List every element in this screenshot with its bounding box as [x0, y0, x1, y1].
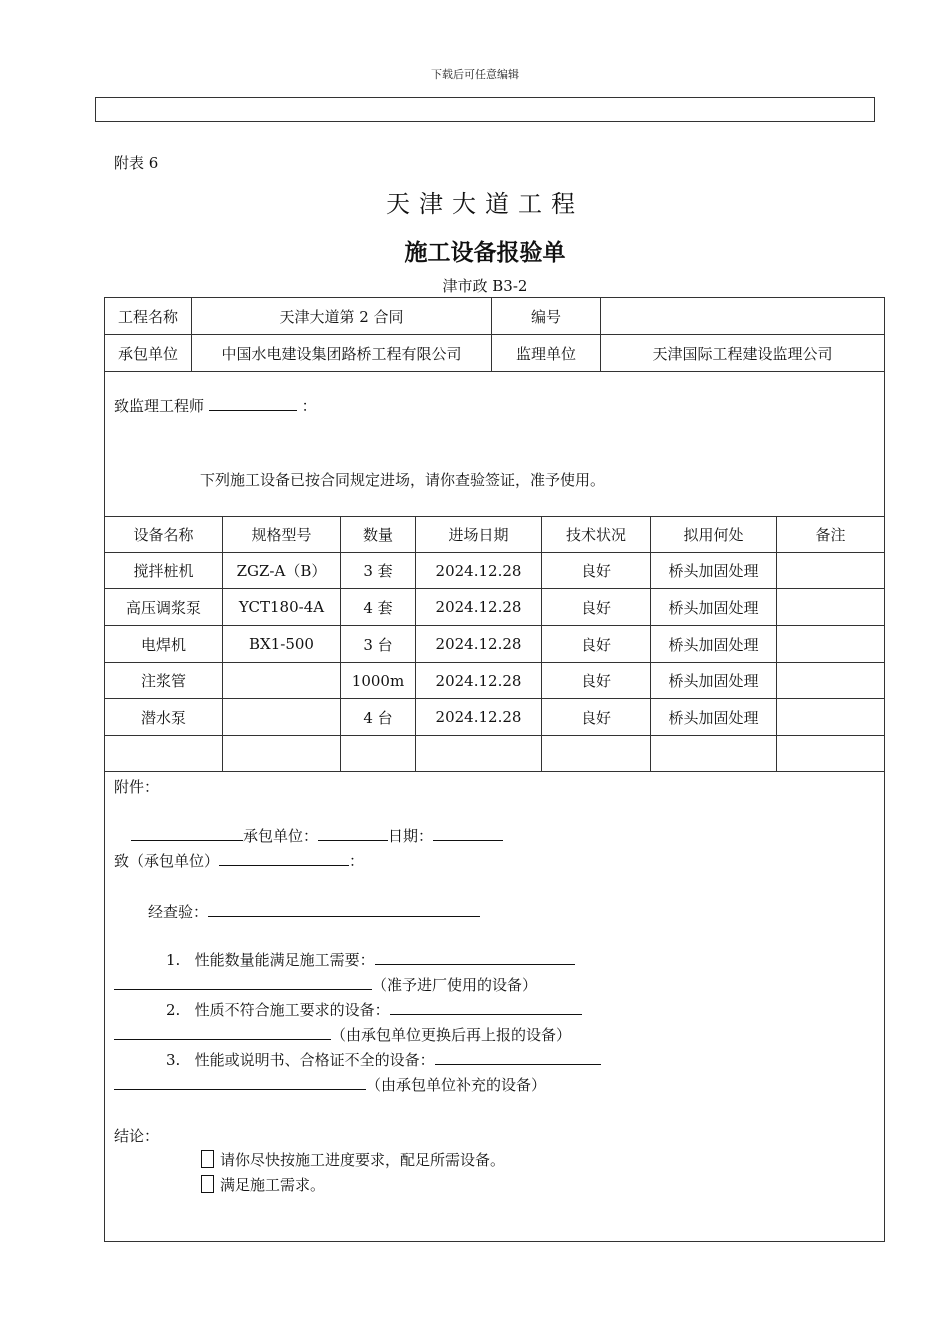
- table-cell: [223, 699, 340, 735]
- top-empty-box: [95, 97, 875, 122]
- table-cell: [223, 736, 340, 771]
- item3-number: 3.: [166, 1051, 181, 1069]
- to-contractor-label: 致（承包单位）: [114, 852, 220, 870]
- item3-note-blank[interactable]: [114, 1075, 366, 1090]
- contractor-value: 中国水电建设集团路桥工程有限公司: [221, 344, 462, 363]
- item3-line: [166, 1049, 601, 1070]
- table-cell: [777, 736, 884, 771]
- table-cell: [777, 553, 884, 588]
- contractor-sign-line: [131, 825, 503, 846]
- table-cell: 潜水泵: [140, 708, 186, 727]
- table-cell: 桥头加固处理: [668, 635, 759, 654]
- item3-note-line: [114, 1074, 546, 1095]
- item2-number: 2.: [166, 1001, 181, 1019]
- table-cell: 1000m: [351, 671, 405, 690]
- table-cell: [777, 663, 884, 698]
- letter-body: 下列施工设备已按合同规定进场，请你查验签证，准予使用。: [200, 471, 606, 489]
- to-contractor-colon: ：: [349, 852, 365, 870]
- table-cell: 良好: [580, 562, 611, 580]
- table-cell: 良好: [580, 672, 611, 690]
- project-name-label: 工程名称: [117, 307, 178, 326]
- item2-blank[interactable]: [390, 1000, 582, 1015]
- table-cell: 电焊机: [140, 635, 186, 654]
- option1-label: 请你尽快按施工进度要求，配足所需设备。: [220, 1151, 506, 1169]
- date-label: 日期：: [388, 827, 434, 845]
- table-cell: [651, 736, 776, 771]
- col-header-location: 拟用何处: [683, 526, 744, 544]
- table-cell: ZGZ-A（B）: [236, 562, 327, 580]
- item1-number: 1.: [166, 951, 181, 969]
- table-cell: YCT180-4A: [238, 598, 325, 616]
- table-cell: [777, 626, 884, 662]
- project-title: 天津大道工程: [386, 190, 584, 218]
- table-cell: 良好: [580, 598, 611, 617]
- item3-blank[interactable]: [435, 1050, 601, 1065]
- table-cell: 2024.12.28: [435, 598, 522, 616]
- form-title: 施工设备报验单: [404, 239, 566, 266]
- number-value[interactable]: [601, 298, 884, 334]
- supervisor-value: 天津国际工程建设监理公司: [652, 344, 833, 363]
- table-cell: [223, 663, 340, 698]
- inspection-blank[interactable]: [208, 902, 480, 917]
- table-cell: [416, 736, 541, 771]
- option1-checkbox[interactable]: [201, 1150, 214, 1168]
- table-cell: 3 套: [363, 562, 393, 580]
- form-code: 津市政 B3-2: [442, 277, 528, 295]
- item1-note-line: [114, 974, 537, 995]
- item1-note: （准予进厂使用的设备）: [372, 976, 538, 994]
- contractor-sign-blank[interactable]: [318, 826, 388, 841]
- to-engineer-colon: ：: [301, 397, 317, 415]
- item1-line: [166, 949, 575, 970]
- inspection-line: [148, 901, 480, 922]
- table-cell: 2024.12.28: [435, 561, 522, 580]
- table-cell: [341, 736, 415, 771]
- item2-label: 性质不符合施工要求的设备：: [194, 1001, 390, 1019]
- item1-note-blank[interactable]: [114, 975, 372, 990]
- table-cell: 4 套: [363, 598, 393, 617]
- option1-line: [201, 1149, 505, 1170]
- table-cell: 2024.12.28: [435, 671, 522, 690]
- col-header-name: 设备名称: [133, 526, 194, 544]
- to-contractor-blank[interactable]: [219, 851, 349, 866]
- table-cell: [105, 736, 222, 771]
- col-header-model: 规格型号: [251, 526, 312, 544]
- item2-note-line: [114, 1024, 571, 1045]
- option2-checkbox[interactable]: [201, 1175, 214, 1193]
- contractor-label: 承包单位: [117, 344, 178, 363]
- project-name-value: 天津大道第 2 合同: [279, 307, 404, 326]
- option2-label: 满足施工需求。: [220, 1176, 326, 1194]
- table-cell: BX1-500: [249, 635, 314, 653]
- form-frame: [104, 297, 885, 1242]
- table-cell: 良好: [580, 635, 611, 654]
- number-label: 编号: [530, 307, 561, 326]
- table-cell: [542, 736, 650, 771]
- engineer-name-blank[interactable]: [209, 396, 297, 411]
- supervisor-label: 监理单位: [515, 344, 576, 363]
- table-cell: [777, 589, 884, 625]
- attachment-label: 附件：: [114, 778, 160, 796]
- conclusion-label: 结论：: [114, 1127, 160, 1145]
- date-blank[interactable]: [433, 826, 503, 841]
- col-header-condition: 技术状况: [565, 526, 626, 544]
- table-cell: 桥头加固处理: [668, 708, 759, 727]
- item3-note: （由承包单位补充的设备）: [366, 1076, 547, 1094]
- col-header-remarks: 备注: [815, 526, 846, 544]
- table-cell: 桥头加固处理: [668, 672, 759, 690]
- inspection-label: 经查验：: [148, 903, 209, 921]
- table-cell: 高压调浆泵: [125, 598, 201, 617]
- table-cell: [777, 699, 884, 735]
- table-cell: 2024.12.28: [435, 708, 522, 726]
- item1-blank[interactable]: [375, 950, 575, 965]
- to-engineer-label: 致监理工程师: [114, 397, 205, 415]
- item2-note-blank[interactable]: [114, 1025, 331, 1040]
- table-cell: 3 台: [363, 635, 393, 654]
- table-cell: 2024.12.28: [435, 635, 522, 653]
- col-header-quantity: 数量: [362, 526, 393, 544]
- col-header-date: 进场日期: [448, 526, 509, 544]
- table-cell: 良好: [580, 708, 611, 727]
- item1-label: 性能数量能满足施工需要：: [194, 951, 375, 969]
- table-cell: 4 台: [363, 708, 393, 727]
- item3-label: 性能或说明书、合格证不全的设备：: [194, 1051, 435, 1069]
- contractor-sign-label: 承包单位：: [243, 827, 319, 845]
- letter-addressee: [114, 395, 317, 416]
- header-note: 下载后可任意编辑: [431, 68, 519, 81]
- to-contractor-line: [114, 850, 364, 871]
- item2-line: [166, 999, 582, 1020]
- table-cell: 桥头加固处理: [668, 562, 759, 580]
- item2-note: （由承包单位更换后再上报的设备）: [331, 1026, 572, 1044]
- option2-line: [201, 1174, 325, 1195]
- table-cell: 注浆管: [140, 672, 186, 690]
- table-cell: 搅拌桩机: [133, 562, 194, 580]
- table-cell: 桥头加固处理: [668, 598, 759, 617]
- annex-label: 附表 6: [114, 154, 159, 172]
- sign-blank[interactable]: [131, 826, 243, 841]
